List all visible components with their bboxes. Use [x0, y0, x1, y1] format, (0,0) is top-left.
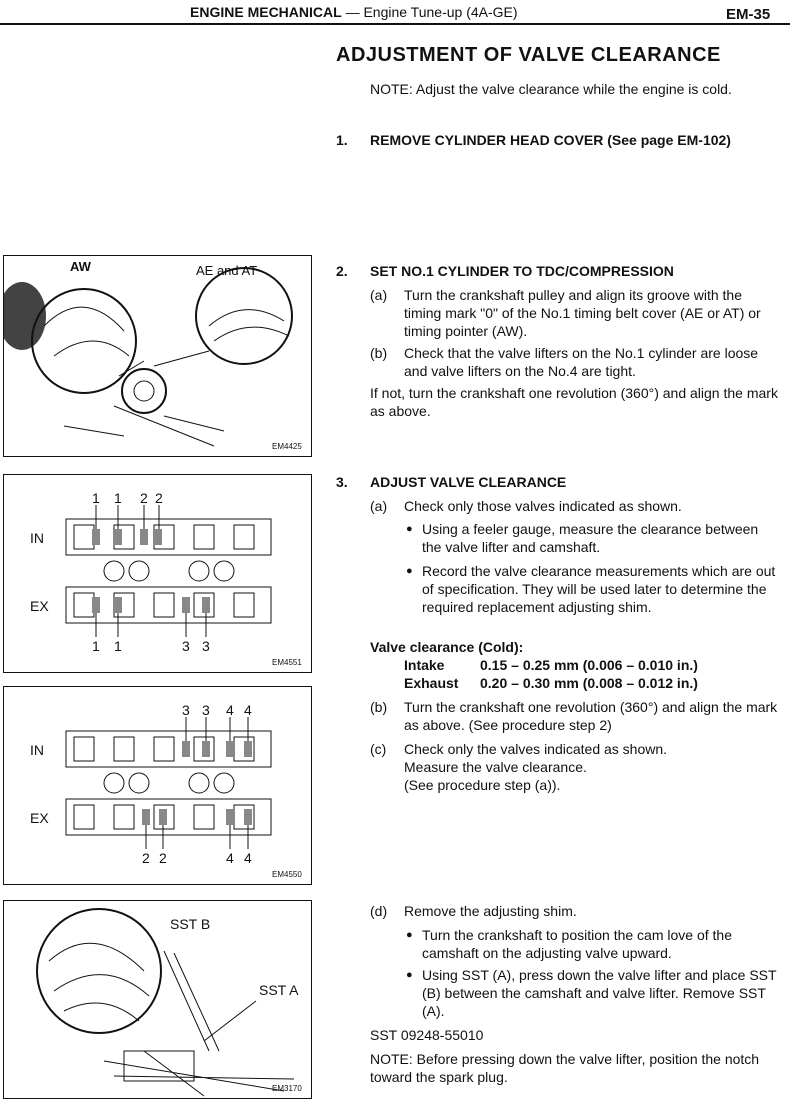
- timing-mark-drawing: [4, 256, 311, 456]
- label-ae-at: AE and AT: [196, 263, 258, 278]
- top-number-4: 4: [244, 702, 252, 718]
- step3-d-text: Remove the adjusting shim.: [404, 903, 577, 919]
- top-number-4: 2: [155, 490, 163, 506]
- top-number-3: 2: [140, 490, 148, 506]
- label-in: IN: [30, 742, 44, 758]
- label-aw: AW: [70, 259, 91, 274]
- step3-c-text3: (See procedure step (a)).: [404, 777, 561, 793]
- top-number-3: 4: [226, 702, 234, 718]
- step3-bullet-record: ● Record the valve clearance measurements which are out of specification. They will be used later to determine the required replacement adjusting shim.: [422, 562, 780, 616]
- label-sst-b: SST B: [170, 916, 211, 932]
- label-in: IN: [30, 530, 44, 546]
- figure-code: EM3170: [272, 1084, 302, 1093]
- step3-c-label: (c): [370, 741, 387, 757]
- bottom-number-1: 2: [142, 850, 150, 866]
- step3-d-bullet-sst: ● Using SST (A), press down the valve lifter and place SST (B) between the camshaft and valve lifter. Remove SST (A).: [422, 966, 780, 1020]
- sst-drawing: [4, 901, 311, 1098]
- label-ex: EX: [30, 810, 49, 826]
- intake-value: 0.15 – 0.25 mm (0.006 – 0.010 in.): [480, 657, 698, 673]
- label-sst-a: SST A: [259, 982, 299, 998]
- step3-b-label: (b): [370, 699, 388, 715]
- step2-title: SET NO.1 CYLINDER TO TDC/COMPRESSION: [370, 263, 674, 279]
- bottom-number-3: 3: [182, 638, 190, 654]
- step3-a-label: (a): [370, 498, 388, 514]
- step3-c-text2: Measure the valve clearance.: [404, 759, 587, 775]
- valve-layout-second-drawing: [4, 687, 311, 884]
- step2-if-not: If not, turn the crankshaft one revolution (360°) and align the mark as above.: [370, 385, 778, 419]
- step3-number: 3.: [336, 474, 348, 490]
- step3-d-label: (d): [370, 903, 388, 919]
- header-section: ENGINE MECHANICAL: [190, 4, 342, 20]
- spec-title: Valve clearance (Cold):: [370, 639, 524, 655]
- page-number: EM-35: [726, 6, 771, 23]
- figure-valves-first: [3, 474, 312, 673]
- note-notch: NOTE: Before pressing down the valve lifter, position the notch toward the spark plug.: [370, 1051, 760, 1085]
- top-number-1: 1: [92, 490, 100, 506]
- page-title: ADJUSTMENT OF VALVE CLEARANCE: [336, 44, 721, 66]
- step3-b-text: Turn the crankshaft one revolution (360°) and align the mark as above. (See procedure step 2): [404, 699, 778, 733]
- figure-code: EM4551: [272, 658, 302, 667]
- figure-code: EM4425: [272, 442, 302, 451]
- step3-c-text1: Check only the valves indicated as shown.: [404, 741, 668, 757]
- bottom-number-2: 2: [159, 850, 167, 866]
- bottom-number-1: 1: [92, 638, 100, 654]
- intake-label: Intake: [404, 657, 445, 673]
- bottom-number-4: 4: [244, 850, 252, 866]
- bottom-number-4: 3: [202, 638, 210, 654]
- step2-b-label: (b): [370, 345, 388, 361]
- step3-a-text: Check only those valves indicated as shown.: [404, 498, 682, 514]
- figure-valves-second: [3, 686, 312, 885]
- step2-b-text: Check that the valve lifters on the No.1 cylinder are loose and valve lifters on the No.4 are tight.: [404, 345, 759, 379]
- step1-text: REMOVE CYLINDER HEAD COVER (See page EM-102): [370, 132, 731, 148]
- figure-sst: [3, 900, 312, 1099]
- exhaust-value: 0.20 – 0.30 mm (0.008 – 0.012 in.): [480, 675, 698, 691]
- sst-number: SST 09248-55010: [370, 1027, 484, 1043]
- figure-timing-mark: [3, 255, 312, 457]
- running-header: [190, 4, 518, 20]
- step2-number: 2.: [336, 263, 348, 279]
- top-number-1: 3: [182, 702, 190, 718]
- bottom-number-2: 1: [114, 638, 122, 654]
- label-ex: EX: [30, 598, 49, 614]
- top-number-2: 1: [114, 490, 122, 506]
- step2-a-label: (a): [370, 287, 388, 303]
- step3-title: ADJUST VALVE CLEARANCE: [370, 474, 567, 490]
- note-cold: NOTE: Adjust the valve clearance while the engine is cold.: [370, 81, 732, 97]
- step3-d-bullet-turn: ● Turn the crankshaft to position the cam love of the camshaft on the adjusting valve upward.: [422, 926, 780, 962]
- figure-code: EM4550: [272, 870, 302, 879]
- header-rule: [0, 23, 790, 25]
- step2-a-text: Turn the crankshaft pulley and align its groove with the timing mark "0" of the No.1 timing belt cover (AE or AT) or timing pointer (AW).: [404, 287, 761, 339]
- step1-number: 1.: [336, 132, 348, 148]
- exhaust-label: Exhaust: [404, 675, 459, 691]
- header-subsection: — Engine Tune-up (4A-GE): [345, 4, 518, 20]
- step3-bullet-feeler: ● Using a feeler gauge, measure the clearance between the valve lifter and camshaft.: [422, 520, 780, 556]
- top-number-2: 3: [202, 702, 210, 718]
- bottom-number-3: 4: [226, 850, 234, 866]
